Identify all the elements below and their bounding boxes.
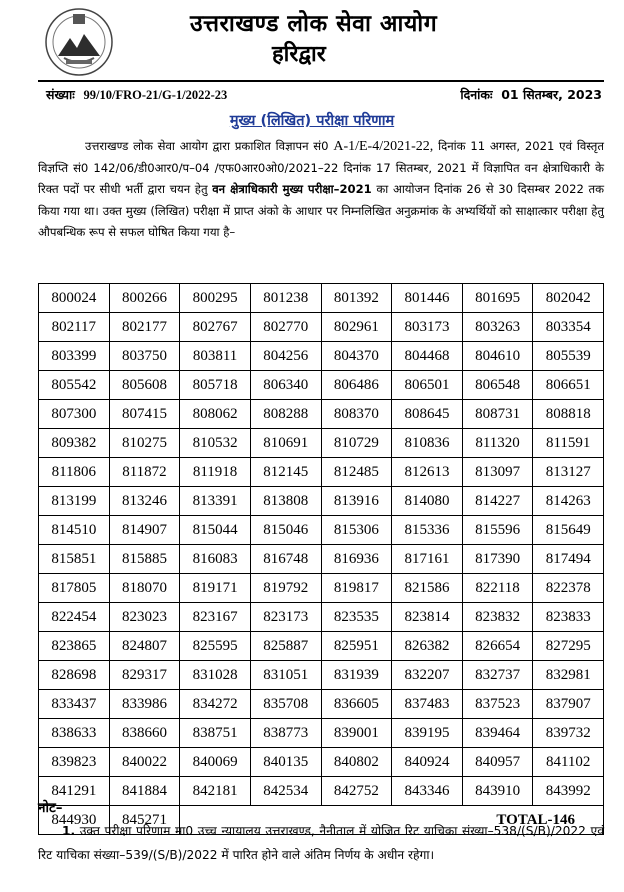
roll-number-cell: 825951 <box>321 632 392 661</box>
roll-number-cell: 821586 <box>392 574 463 603</box>
roll-number-cell: 813199 <box>39 487 110 516</box>
roll-number-cell: 817494 <box>533 545 604 574</box>
roll-number-cell: 814510 <box>39 516 110 545</box>
roll-number-cell: 825887 <box>250 632 321 661</box>
roll-number-cell: 823173 <box>250 603 321 632</box>
para-part-1: उत्तराखण्ड लोक सेवा आयोग द्वारा प्रकाशित विज्ञापन सं0 <box>85 139 329 153</box>
exam-name: वन क्षेत्राधिकारी मुख्य परीक्षा–2021 <box>212 182 372 196</box>
roll-number-cell: 822378 <box>533 574 604 603</box>
roll-number-cell: 817805 <box>39 574 110 603</box>
roll-number-cell: 806501 <box>392 371 463 400</box>
roll-number-cell: 823167 <box>180 603 251 632</box>
roll-number-cell: 815336 <box>392 516 463 545</box>
roll-number-cell: 801392 <box>321 284 392 313</box>
roll-number-cell: 811591 <box>533 429 604 458</box>
roll-number-cell: 831028 <box>180 661 251 690</box>
table-row <box>39 545 604 574</box>
roll-number-cell: 823535 <box>321 603 392 632</box>
roll-number-cell: 823832 <box>462 603 533 632</box>
roll-number-cell: 804256 <box>250 342 321 371</box>
roll-number-cell: 823023 <box>109 603 180 632</box>
roll-number-cell: 808288 <box>250 400 321 429</box>
para-part-2: दिनांक 11 अगस्त, 2021 एवं विस्तृत विज्ञप्ति सं0 142/06/डी0आर0/प–04 /एफ0आर0ओ0/2021–22 दिनांक 17 सितम्बर, 2021 में विज्ञापित वन क्षेत्राधिकारी के रिक्त पदों पर सीधी भर्ती द्वारा चयन हेतु <box>38 139 604 196</box>
roll-number-cell: 841102 <box>533 748 604 777</box>
total-count: TOTAL-146 <box>180 806 604 835</box>
roll-number-cell: 833437 <box>39 690 110 719</box>
ref-label: संख्याः <box>46 87 75 102</box>
roll-number-cell: 815596 <box>462 516 533 545</box>
roll-number-cell: 808818 <box>533 400 604 429</box>
table-row <box>39 719 604 748</box>
roll-number-cell: 819817 <box>321 574 392 603</box>
roll-number-cell: 832981 <box>533 661 604 690</box>
roll-number-cell: 818070 <box>109 574 180 603</box>
roll-number-cell: 810275 <box>109 429 180 458</box>
roll-number-cell: 840022 <box>109 748 180 777</box>
table-row <box>39 632 604 661</box>
roll-number-cell: 826654 <box>462 632 533 661</box>
roll-number-cell: 832207 <box>392 661 463 690</box>
roll-number-cell: 810729 <box>321 429 392 458</box>
roll-number-cell: 813246 <box>109 487 180 516</box>
roll-number-cell: 806340 <box>250 371 321 400</box>
roll-number-cell: 813097 <box>462 458 533 487</box>
roll-number-cell: 817390 <box>462 545 533 574</box>
table-row <box>39 748 604 777</box>
roll-number-cell: 829317 <box>109 661 180 690</box>
roll-number-cell: 803263 <box>462 313 533 342</box>
roll-number-cell: 843992 <box>533 777 604 806</box>
roll-number-cell: 839001 <box>321 719 392 748</box>
roll-number-cell: 838773 <box>250 719 321 748</box>
roll-number-cell: 803750 <box>109 342 180 371</box>
table-row <box>39 690 604 719</box>
roll-number-cell: 828698 <box>39 661 110 690</box>
roll-number-cell: 812145 <box>250 458 321 487</box>
roll-number-cell: 810836 <box>392 429 463 458</box>
roll-number-cell: 800024 <box>39 284 110 313</box>
date-label: दिनांकः <box>460 87 493 102</box>
roll-number-cell: 832737 <box>462 661 533 690</box>
roll-number-cell: 840135 <box>250 748 321 777</box>
roll-number-cell: 827295 <box>533 632 604 661</box>
roll-number-cell: 802042 <box>533 284 604 313</box>
roll-number-cell: 811918 <box>180 458 251 487</box>
commission-logo <box>44 6 114 78</box>
roll-number-cell: 802177 <box>109 313 180 342</box>
roll-number-cell: 802961 <box>321 313 392 342</box>
table-row <box>39 603 604 632</box>
note-item-text: उक्त परीक्षा परिणाम मा0 उच्च न्यायालय उत्तराखण्ड, नैनीताल में योजित रिट याचिका संख्या–538/(S/B)/2022 एवं रिट याचिका संख्या–539/(S/B)/2022 में पारित होने वाले अंतिम निर्णय के अधीन रहेगा। <box>38 824 604 862</box>
roll-number-cell: 812485 <box>321 458 392 487</box>
roll-number-cell: 840802 <box>321 748 392 777</box>
roll-number-cell: 810691 <box>250 429 321 458</box>
roll-number-cell: 842752 <box>321 777 392 806</box>
roll-number-cell: 831051 <box>250 661 321 690</box>
roll-number-cell: 816083 <box>180 545 251 574</box>
roll-number-cell: 824807 <box>109 632 180 661</box>
note-item <box>38 819 604 867</box>
roll-number-cell: 839464 <box>462 719 533 748</box>
roll-number-cell: 813808 <box>250 487 321 516</box>
roll-number-cell: 812613 <box>392 458 463 487</box>
roll-number-cell: 840957 <box>462 748 533 777</box>
roll-number-cell: 814263 <box>533 487 604 516</box>
roll-number-cell: 808645 <box>392 400 463 429</box>
roll-number-cell: 804610 <box>462 342 533 371</box>
roll-number-cell: 808062 <box>180 400 251 429</box>
advertisement-number: A-1/E-4/2021-22, <box>333 139 434 154</box>
roll-number-cell: 842181 <box>180 777 251 806</box>
roll-number-cell: 801446 <box>392 284 463 313</box>
roll-number-cell: 822118 <box>462 574 533 603</box>
roll-number-cell: 839823 <box>39 748 110 777</box>
page-title: मुख्य (लिखित) परीक्षा परिणाम <box>229 113 395 129</box>
roll-number-cell: 840924 <box>392 748 463 777</box>
roll-number-cell: 813916 <box>321 487 392 516</box>
roll-number-cell: 815306 <box>321 516 392 545</box>
table-row <box>39 574 604 603</box>
roll-number-cell: 823865 <box>39 632 110 661</box>
roll-number-cell: 816936 <box>321 545 392 574</box>
roll-number-cell: 802770 <box>250 313 321 342</box>
header-divider <box>38 80 604 82</box>
roll-number-cell: 808370 <box>321 400 392 429</box>
roll-number-cell: 837483 <box>392 690 463 719</box>
notice-date <box>460 86 602 103</box>
roll-number-cell: 819171 <box>180 574 251 603</box>
roll-number-cell: 841884 <box>109 777 180 806</box>
table-row <box>39 429 604 458</box>
org-name: उत्तराखण्ड लोक सेवा आयोग <box>190 11 438 37</box>
roll-number-cell: 811806 <box>39 458 110 487</box>
table-row <box>39 777 604 806</box>
roll-number-cell: 805542 <box>39 371 110 400</box>
roll-number-cell: 845271 <box>109 806 180 835</box>
table-row <box>39 400 604 429</box>
roll-number-cell: 831939 <box>321 661 392 690</box>
roll-number-cell: 835708 <box>250 690 321 719</box>
roll-number-cell: 814907 <box>109 516 180 545</box>
ref-number: 99/10/FRO-21/G-1/2022-23 <box>83 88 228 102</box>
roll-number-cell: 806548 <box>462 371 533 400</box>
roll-number-cell: 823833 <box>533 603 604 632</box>
roll-number-cell: 837907 <box>533 690 604 719</box>
roll-number-cell: 816748 <box>250 545 321 574</box>
roll-number-cell: 837523 <box>462 690 533 719</box>
roll-number-cell: 833986 <box>109 690 180 719</box>
roll-number-cell: 803399 <box>39 342 110 371</box>
roll-number-cell: 804370 <box>321 342 392 371</box>
note-title: नोट– <box>38 800 63 816</box>
roll-number-cell: 800295 <box>180 284 251 313</box>
table-row <box>39 661 604 690</box>
note-item-number: 1. <box>62 824 76 838</box>
roll-number-cell: 840069 <box>180 748 251 777</box>
roll-number-cell: 805539 <box>533 342 604 371</box>
roll-number-cell: 801695 <box>462 284 533 313</box>
roll-number-cell: 843910 <box>462 777 533 806</box>
roll-number-cell: 811872 <box>109 458 180 487</box>
roll-number-cell: 844930 <box>39 806 110 835</box>
roll-number-cell: 836605 <box>321 690 392 719</box>
roll-number-cell: 811320 <box>462 429 533 458</box>
roll-number-cell: 807415 <box>109 400 180 429</box>
table-row <box>39 342 604 371</box>
table-row <box>39 313 604 342</box>
roll-number-cell: 815044 <box>180 516 251 545</box>
roll-number-cell: 815851 <box>39 545 110 574</box>
table-row <box>39 487 604 516</box>
roll-number-cell: 813127 <box>533 458 604 487</box>
table-row <box>39 284 604 313</box>
org-city: हरिद्वार <box>272 42 326 67</box>
roll-number-cell: 843346 <box>392 777 463 806</box>
roll-number-cell: 814080 <box>392 487 463 516</box>
roll-number-cell: 803354 <box>533 313 604 342</box>
date-value: 01 सितम्बर, 2023 <box>501 87 602 102</box>
roll-number-cell: 813391 <box>180 487 251 516</box>
roll-number-cell: 803811 <box>180 342 251 371</box>
roll-number-cell: 801238 <box>250 284 321 313</box>
roll-number-cell: 806651 <box>533 371 604 400</box>
table-row <box>39 516 604 545</box>
roll-number-cell: 825595 <box>180 632 251 661</box>
roll-number-cell: 823814 <box>392 603 463 632</box>
para-part-3: का आयोजन दिनांक 26 से 30 दिसम्बर 2022 तक किया गया था। उक्त मुख्य (लिखित) परीक्षा में प्राप्त अंको के आधार पर निम्नलिखित अनुक्रमांक के अभ्यर्थियों को साक्षात्कार परीक्षा हेतु औपबन्धिक रूप से सफल घोषित किया गया है– <box>38 182 605 239</box>
roll-number-cell: 838660 <box>109 719 180 748</box>
roll-number-cell: 838633 <box>39 719 110 748</box>
roll-number-cell: 806486 <box>321 371 392 400</box>
roll-number-cell: 822454 <box>39 603 110 632</box>
roll-number-cell: 815885 <box>109 545 180 574</box>
roll-number-cell: 842534 <box>250 777 321 806</box>
roll-number-cell: 802767 <box>180 313 251 342</box>
roll-number-cell: 826382 <box>392 632 463 661</box>
roll-number-cell: 805718 <box>180 371 251 400</box>
table-row <box>39 371 604 400</box>
roll-number-cell: 803173 <box>392 313 463 342</box>
roll-number-cell: 807300 <box>39 400 110 429</box>
roll-number-cell: 815046 <box>250 516 321 545</box>
roll-number-cell: 834272 <box>180 690 251 719</box>
roll-number-cell: 804468 <box>392 342 463 371</box>
roll-number-cell: 810532 <box>180 429 251 458</box>
roll-number-cell: 808731 <box>462 400 533 429</box>
roll-number-cell: 838751 <box>180 719 251 748</box>
roll-number-cell: 800266 <box>109 284 180 313</box>
roll-number-cell: 809382 <box>39 429 110 458</box>
roll-number-cell: 839732 <box>533 719 604 748</box>
roll-number-cell: 839195 <box>392 719 463 748</box>
reference-number <box>46 86 227 103</box>
roll-number-cell: 815649 <box>533 516 604 545</box>
roll-number-cell: 817161 <box>392 545 463 574</box>
roll-number-table <box>38 283 604 835</box>
roll-number-cell: 819792 <box>250 574 321 603</box>
roll-number-cell: 802117 <box>39 313 110 342</box>
notice-paragraph <box>38 136 604 244</box>
roll-number-cell: 841291 <box>39 777 110 806</box>
table-row <box>39 458 604 487</box>
roll-number-cell: 805608 <box>109 371 180 400</box>
roll-number-cell: 814227 <box>462 487 533 516</box>
